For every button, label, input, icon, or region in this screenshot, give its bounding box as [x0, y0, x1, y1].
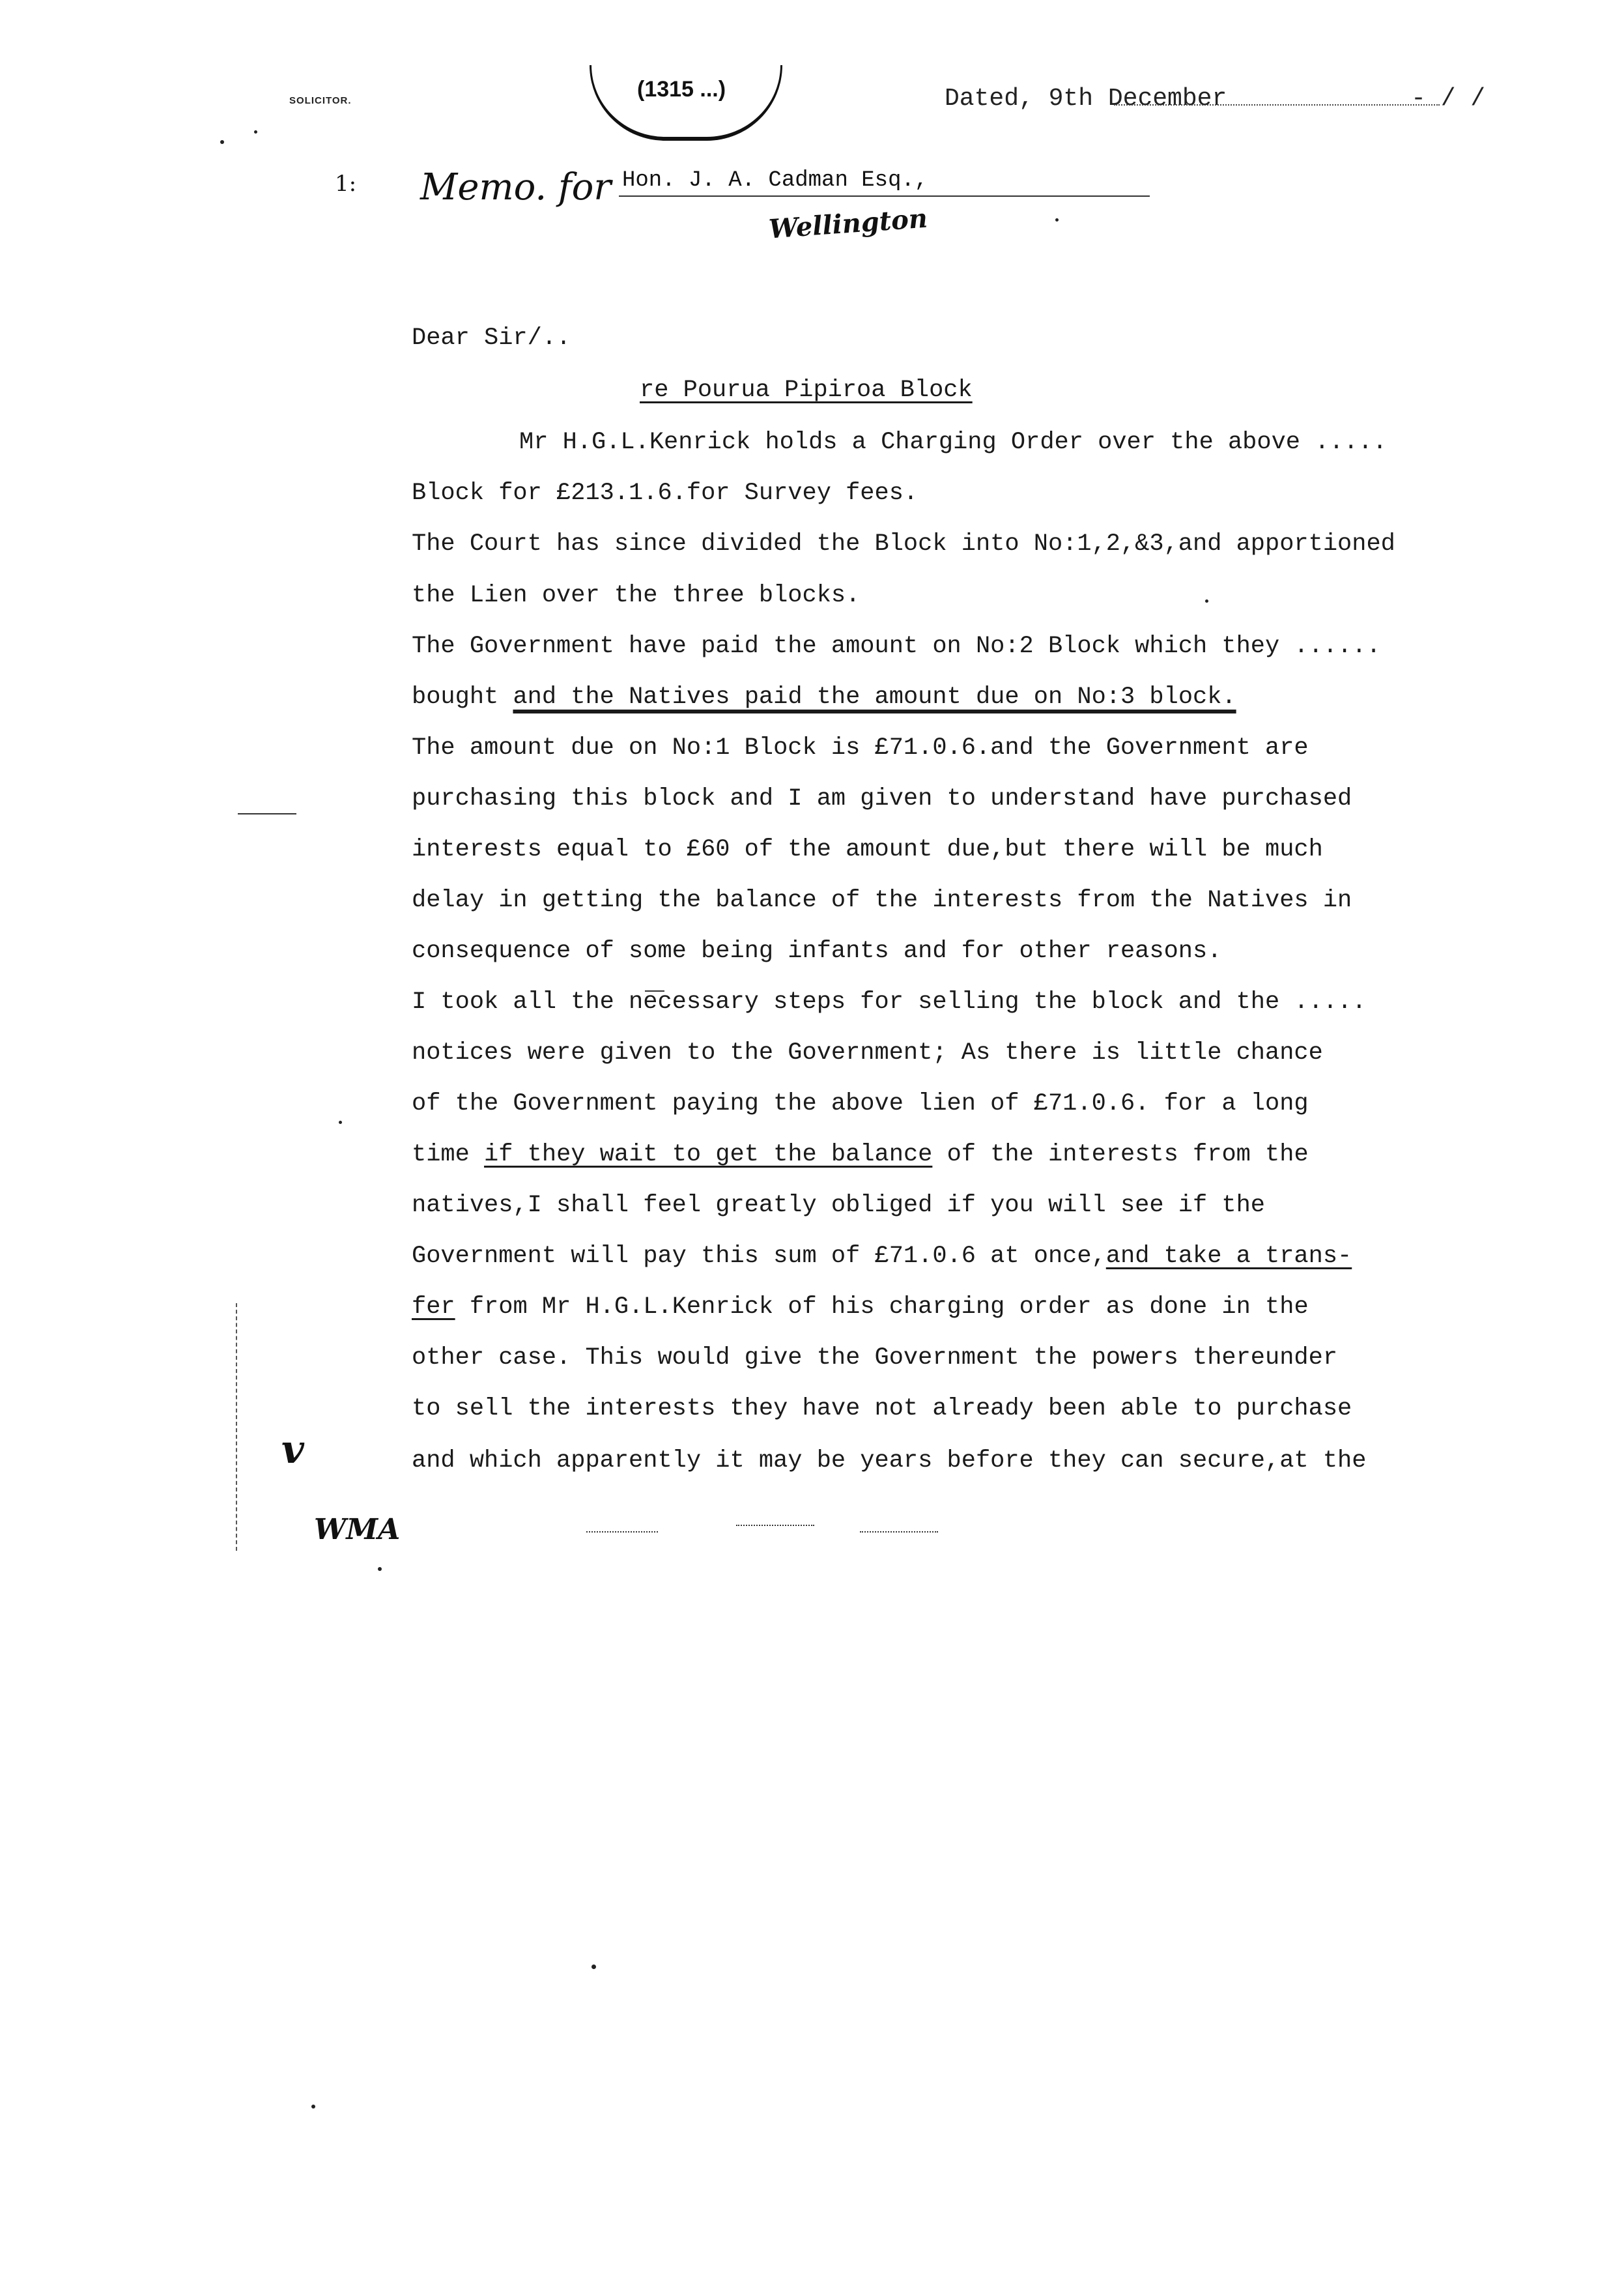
- body-line: Mr H.G.L.Kenrick holds a Charging Order over the above .....: [519, 429, 1388, 456]
- body-line: other case. This would give the Government the powers thereunder: [412, 1344, 1338, 1372]
- speck: [1055, 218, 1059, 222]
- body-text-span: of the interests from the: [947, 1141, 1309, 1168]
- body-line: to sell the interests they have not already been able to purchase: [412, 1395, 1352, 1422]
- solicitor-label: SOLICITOR.: [289, 95, 352, 106]
- margin-dash: [238, 813, 296, 814]
- margin-dotted-line: [236, 1303, 237, 1551]
- speck: [339, 1121, 342, 1124]
- body-line: and which apparently it may be years before they can secure,at the: [412, 1447, 1367, 1475]
- body-line: natives,I shall feel greatly obliged if you will see if the: [412, 1192, 1266, 1219]
- body-line: consequence of some being infants and for other reasons.: [412, 938, 1222, 965]
- body-line: delay in getting the balance of the interests from the Natives in: [412, 887, 1352, 914]
- ink-smudge: [586, 1531, 658, 1533]
- speck: [254, 130, 257, 134]
- ink-smudge: [736, 1525, 814, 1526]
- body-line: The Government have paid the amount on No:2 Block which they ......: [412, 633, 1381, 660]
- body-line: [412, 1282, 1309, 1333]
- memo-label: Memo. for: [420, 166, 612, 209]
- body-line: purchasing this block and I am given to understand have purchased: [412, 785, 1352, 813]
- speck: [378, 1567, 382, 1571]
- body-line: [412, 672, 1236, 723]
- speck: [1205, 599, 1208, 603]
- body-text-span: from Mr H.G.L.Kenrick of his charging order as done in the: [469, 1293, 1309, 1321]
- margin-mark-v: v: [281, 1427, 304, 1473]
- date-line: [945, 85, 1485, 113]
- ink-mark: [645, 990, 664, 992]
- body-line: [412, 1231, 1352, 1282]
- ink-smudge: [860, 1531, 938, 1533]
- memo-addressee: Hon. J. A. Cadman Esq.,: [622, 168, 928, 193]
- subject-line: re Pourua Pipiroa Block: [640, 377, 973, 404]
- body-line: interests equal to £60 of the amount due,but there will be much: [412, 836, 1323, 863]
- date-tail: - / /: [1411, 85, 1486, 113]
- margin-initials: WMA: [314, 1513, 401, 1546]
- date-rule: [1114, 104, 1440, 106]
- body-line: the Lien over the three blocks.: [412, 582, 861, 609]
- body-line: The Court has since divided the Block into No:1,2,&3,and apportioned: [412, 530, 1395, 558]
- body-line: notices were given to the Government; As there is little chance: [412, 1039, 1323, 1067]
- underlined-text: and the Natives paid the amount due on No:3 block.: [513, 684, 1236, 711]
- body-text-span: Government will pay this sum of £71.0.6 at once,: [412, 1243, 1106, 1270]
- salutation: Dear Sir/..: [412, 324, 571, 352]
- underlined-text: fer: [412, 1293, 455, 1321]
- file-number-stamp: [590, 65, 782, 141]
- speck: [311, 2105, 315, 2109]
- stamp-text: (1315 ...): [637, 77, 726, 102]
- body-text-span: time: [412, 1141, 470, 1168]
- speck: [591, 1965, 596, 1969]
- body-text-span: bought: [412, 684, 499, 711]
- body-line: Block for £213.1.6.for Survey fees.: [412, 480, 919, 507]
- date-text: Dated, 9th December: [945, 85, 1227, 113]
- body-line: I took all the necessary steps for selling the block and the .....: [412, 988, 1367, 1016]
- body-line: The amount due on No:1 Block is £71.0.6.and the Government are: [412, 734, 1309, 762]
- body-line: of the Government paying the above lien of £71.0.6. for a long: [412, 1090, 1309, 1117]
- margin-mark-top-left: 1:: [335, 171, 357, 197]
- underlined-text: and take a trans-: [1105, 1243, 1352, 1270]
- memo-rule: [619, 195, 1150, 197]
- underlined-text: if they wait to get the balance: [484, 1141, 933, 1168]
- speck: [220, 140, 224, 144]
- memo-city-handwritten: Wellington: [767, 203, 929, 245]
- body-line: [412, 1129, 1309, 1181]
